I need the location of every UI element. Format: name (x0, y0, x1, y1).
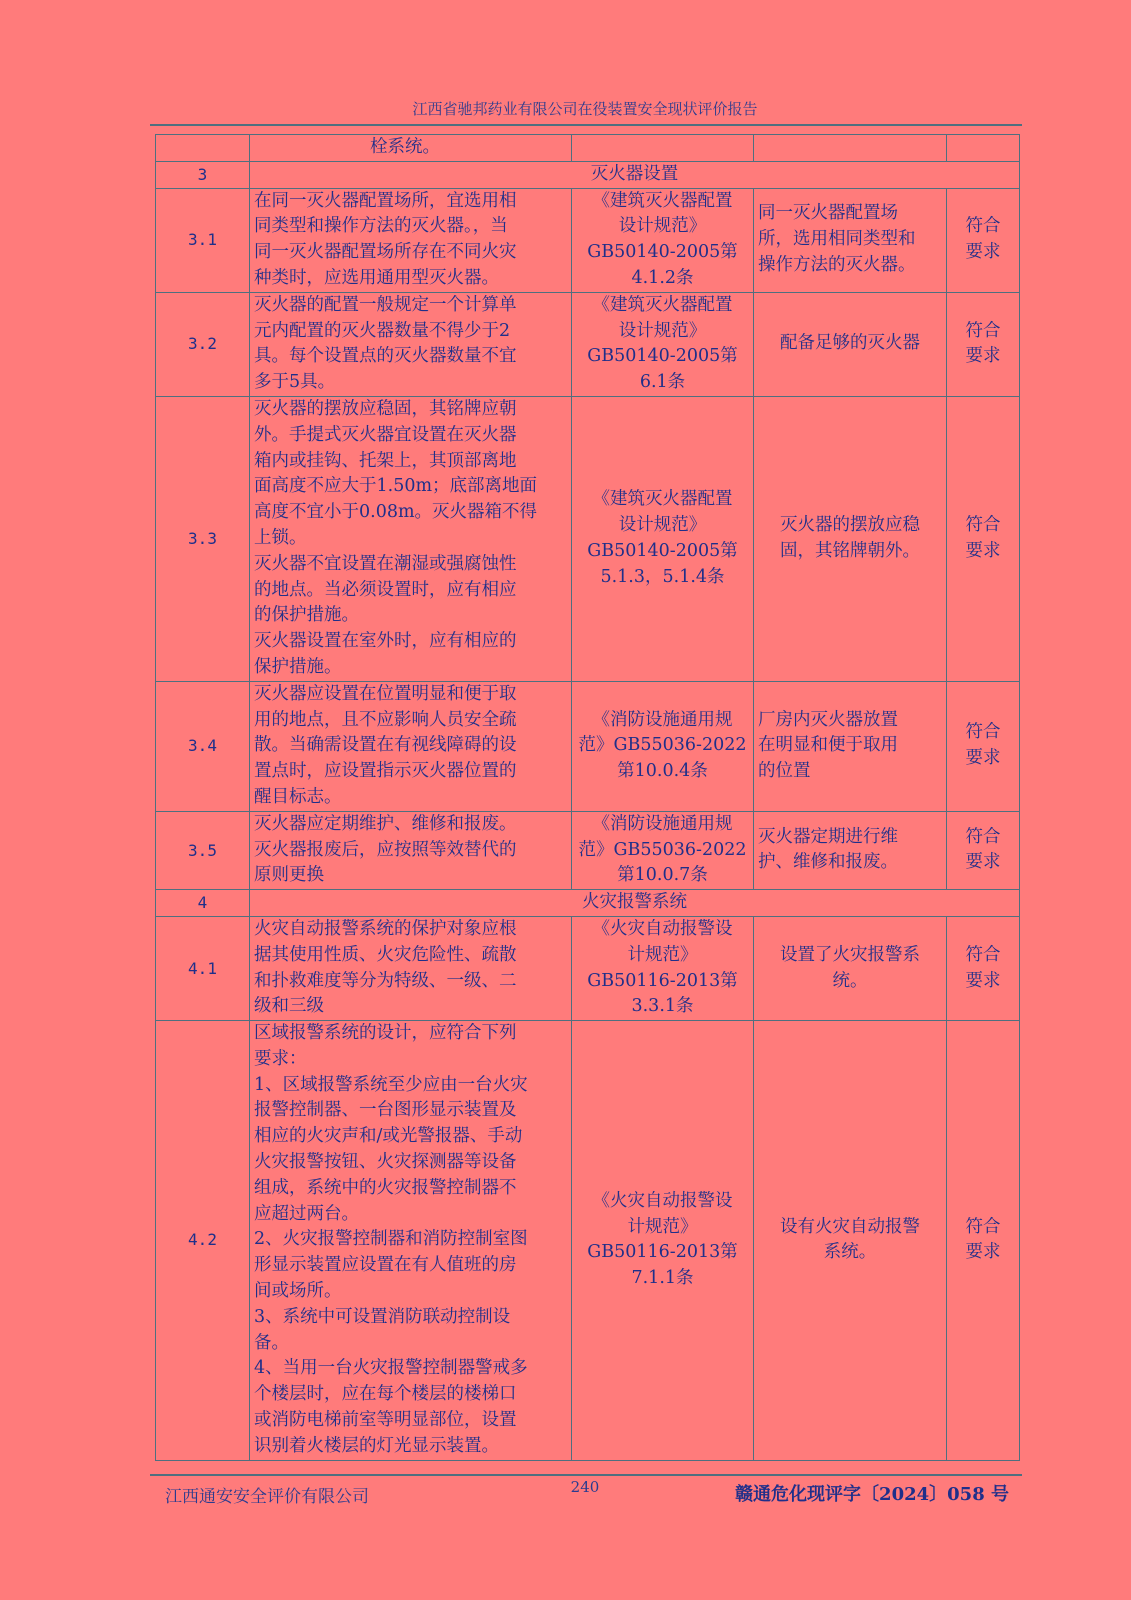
basis-cell (572, 188, 754, 292)
cell-line: 灭火器的摆放应稳固，其铭牌应朝 (254, 398, 517, 419)
cell-line: 符合 (965, 944, 1001, 965)
cell-line: 或消防电梯前室等明显部位，设置 (254, 1410, 517, 1431)
cell-line: 范》GB55036-2022 (578, 839, 747, 860)
cell-line: GB50140-2005第 (587, 346, 738, 367)
cell-line: 5.1.3，5.1.4条 (600, 566, 725, 587)
conclusion-cell (947, 188, 1020, 292)
cell-line: 据其使用性质、火灾危险性、疏散 (254, 944, 517, 965)
status-cell (754, 188, 947, 292)
cell-line: 同一灭火器配置场 (758, 203, 898, 224)
cell-line: 火灾自动报警系统的保护对象应根 (254, 918, 517, 939)
cell-line: 第10.0.4条 (617, 761, 708, 782)
cell-line: 《消防设施通用规 (592, 813, 733, 834)
cell-line: 间或场所。 (254, 1281, 342, 1302)
cell-line: 符合 (965, 216, 1001, 237)
page-number: 240 (570, 1478, 600, 1496)
cell-line: 置点时，应设置指示灭火器位置的 (254, 761, 517, 782)
section-title: 火灾报警系统 (250, 890, 1020, 917)
requirement-cell (250, 396, 572, 681)
table-row (156, 396, 1020, 681)
cell-line: 计规范》 (627, 1216, 698, 1237)
section-number: 3 (156, 161, 250, 188)
cell-line: 形显示装置应设置在有人值班的房 (254, 1255, 517, 1276)
cell-line: 6.1条 (639, 372, 686, 393)
cell-line: 固，其铭牌朝外。 (780, 540, 920, 561)
cell-line: 组成，系统中的火灾报警控制器不 (254, 1177, 517, 1198)
cell-line: 个楼层时，应在每个楼层的楼梯口 (254, 1384, 517, 1405)
cell-line: 3、系统中可设置消防联动控制设 (254, 1306, 511, 1327)
table-row (156, 681, 1020, 811)
status-cell (754, 811, 947, 889)
cell-line: 在同一灭火器配置场所，宜选用相 (254, 190, 517, 211)
footer-divider (150, 1474, 1022, 1476)
cell-line: 报警控制器、一台图形显示装置及 (254, 1100, 517, 1121)
page-header-title: 江西省驰邦药业有限公司在役装置安全现状评价报告 (412, 100, 758, 118)
status-cell (754, 681, 947, 811)
cell-line: 原则更换 (254, 865, 324, 886)
cell-line: 灭火器报废后，应按照等效替代的 (254, 839, 517, 860)
cell-line: 计规范》 (627, 944, 698, 965)
basis-cell (572, 916, 754, 1020)
cell-line: 符合 (965, 722, 1001, 743)
cell-line: 第10.0.7条 (617, 865, 708, 886)
status-cell (754, 916, 947, 1020)
cell-line: 的地点。当必须设置时，应有相应 (254, 579, 517, 600)
conclusion-cell (947, 396, 1020, 681)
basis-cell (572, 1021, 754, 1461)
cell-line: 操作方法的灭火器。 (758, 255, 916, 276)
cell-line: 7.1.1条 (631, 1268, 694, 1289)
table-row (156, 916, 1020, 1020)
cell-line: 用的地点，且不应影响人员安全疏 (254, 709, 517, 730)
header-divider (150, 124, 1022, 126)
basis-cell (572, 396, 754, 681)
cell-line: 设计规范》 (618, 320, 707, 341)
cell-line: 外。手提式灭火器宜设置在灭火器 (254, 424, 517, 445)
item-number: 3.2 (156, 292, 250, 396)
cell-line: 区域报警系统的设计，应符合下列 (254, 1023, 517, 1044)
cell-line: GB50140-2005第 (587, 540, 738, 561)
cell-line: 箱内或挂钩、托架上，其顶部离地 (254, 450, 517, 471)
cell-line: 相应的火灾声和/或光警报器、手动 (254, 1126, 523, 1147)
table-row (156, 811, 1020, 889)
cell-line: 要求 (965, 540, 1001, 561)
cell-line: 多于5具。 (254, 372, 336, 393)
cell-line: GB50116-2013第 (587, 970, 738, 991)
cell-line: 设计规范》 (618, 216, 707, 237)
cell-line: 要求 (965, 242, 1001, 263)
item-number: 4.1 (156, 916, 250, 1020)
cell-line: 《建筑灭火器配置 (592, 489, 733, 510)
section-number: 4 (156, 890, 250, 917)
cell-line: 要求 (965, 852, 1001, 873)
cell-line: 所，选用相同类型和 (758, 229, 916, 250)
cell-line: GB50116-2013第 (587, 1242, 738, 1263)
section-title: 灭火器设置 (250, 161, 1020, 188)
cell-line: 1、区域报警系统至少应由一台火灾 (254, 1074, 528, 1095)
cell-line: 醒目标志。 (254, 786, 342, 807)
cell-line: 灭火器的配置一般规定一个计算单 (254, 294, 517, 315)
footer-company: 江西通安安全评价有限公司 (165, 1487, 369, 1507)
cell-line: GB50140-2005第 (587, 242, 738, 263)
item-number: 3.4 (156, 681, 250, 811)
cell-line: 统。 (832, 970, 868, 991)
cell-line: 种类时，应选用通用型灭火器。 (254, 267, 499, 288)
requirement-cell (250, 1021, 572, 1461)
cell-line: 4.1.2条 (631, 267, 694, 288)
table-row (156, 188, 1020, 292)
cell-line: 备。 (254, 1332, 289, 1353)
cell-line: 识别着火楼层的灯光显示装置。 (254, 1435, 499, 1456)
cell-line: 要求 (965, 346, 1001, 367)
cell-line: 配备足够的灭火器 (780, 333, 920, 354)
cell-line: 具。每个设置点的灭火器数量不宜 (254, 346, 517, 367)
cell-line: 范》GB55036-2022 (578, 735, 747, 756)
cell-line: 灭火器应定期维护、维修和报废。 (254, 813, 517, 834)
cell-line: 保护措施。 (254, 656, 342, 677)
cell-line: 4、当用一台火灾报警控制器警戒多 (254, 1358, 528, 1379)
cell-line: 灭火器应设置在位置明显和便于取 (254, 683, 517, 704)
conclusion-cell (947, 1021, 1020, 1461)
cell-line: 上锁。 (254, 527, 307, 548)
cell-line: 的保护措施。 (254, 605, 359, 626)
cell-line: 应超过两台。 (254, 1203, 359, 1224)
cell-line: 符合 (965, 826, 1001, 847)
requirement-cell (250, 292, 572, 396)
conclusion-cell (947, 811, 1020, 889)
cell-line: 设置了火灾报警系 (780, 944, 920, 965)
cell-line: 和扑救难度等分为特级、一级、二 (254, 970, 517, 991)
cell-line: 灭火器设置在室外时，应有相应的 (254, 631, 517, 652)
requirement-cell (250, 916, 572, 1020)
table-row (156, 1021, 1020, 1461)
requirement-cell (250, 188, 572, 292)
cell-line: 要求 (965, 748, 1001, 769)
cell-line: 系统。 (823, 1242, 877, 1263)
cell-line: 灭火器定期进行维 (758, 826, 898, 847)
table-row-continued (156, 135, 1020, 162)
cell-line: 要求 (965, 1242, 1001, 1263)
requirement-cell (250, 681, 572, 811)
basis-cell (572, 681, 754, 811)
cell-line: 3.3.1条 (631, 996, 694, 1017)
cell-line: 火灾报警按钮、火灾探测器等设备 (254, 1152, 517, 1173)
section-row (156, 161, 1020, 188)
cell-line: 灭火器不宜设置在潮湿或强腐蚀性 (254, 553, 517, 574)
cell-line: 设计规范》 (618, 515, 707, 536)
basis-cell (572, 811, 754, 889)
cell-line: 《建筑灭火器配置 (592, 294, 733, 315)
item-number: 4.2 (156, 1021, 250, 1461)
requirement-cell: 栓系统。 (250, 135, 572, 162)
cell-line: 《火灾自动报警设 (592, 918, 733, 939)
status-cell (754, 292, 947, 396)
footer-doc-number: 赣通危化现评字〔2024〕058 号 (735, 1484, 1009, 1505)
cell-line: 《消防设施通用规 (592, 709, 733, 730)
item-number: 3.3 (156, 396, 250, 681)
cell-line: 同一灭火器配置场所存在不同火灾 (254, 242, 517, 263)
cell-line: 护、维修和报废。 (758, 852, 898, 873)
basis-cell (572, 292, 754, 396)
cell-line: 设有火灾自动报警 (780, 1216, 920, 1237)
evaluation-table (155, 134, 1020, 1461)
cell-line: 要求： (254, 1048, 307, 1069)
item-number: 3.1 (156, 188, 250, 292)
cell-line: 元内配置的灭火器数量不得少于2 (254, 320, 511, 341)
status-cell (754, 1021, 947, 1461)
item-number: 3.5 (156, 811, 250, 889)
cell-line: 《火灾自动报警设 (592, 1190, 733, 1211)
cell-line: 高度不宜小于0.08m。灭火器箱不得 (254, 502, 538, 523)
cell-line: 符合 (965, 515, 1001, 536)
cell-line: 级和三级 (254, 996, 324, 1017)
section-row (156, 890, 1020, 917)
cell-line: 灭火器的摆放应稳 (780, 515, 920, 536)
cell-line: 散。当确需设置在有视线障碍的设 (254, 735, 517, 756)
conclusion-cell (947, 292, 1020, 396)
cell-line: 在明显和便于取用 (758, 735, 898, 756)
cell-line: 2、火灾报警控制器和消防控制室图 (254, 1229, 528, 1250)
conclusion-cell (947, 681, 1020, 811)
conclusion-cell (947, 916, 1020, 1020)
requirement-cell (250, 811, 572, 889)
cell-line: 要求 (965, 970, 1001, 991)
status-cell (754, 396, 947, 681)
cell-line: 面高度不应大于1.50m；底部离地面 (254, 476, 538, 497)
table-row (156, 292, 1020, 396)
cell-line: 厂房内灭火器放置 (758, 709, 898, 730)
cell-line: 《建筑灭火器配置 (592, 190, 733, 211)
cell-line: 符合 (965, 320, 1001, 341)
cell-line: 符合 (965, 1216, 1001, 1237)
cell-line: 同类型和操作方法的灭火器。，当 (254, 216, 508, 237)
cell-line: 的位置 (758, 761, 811, 782)
